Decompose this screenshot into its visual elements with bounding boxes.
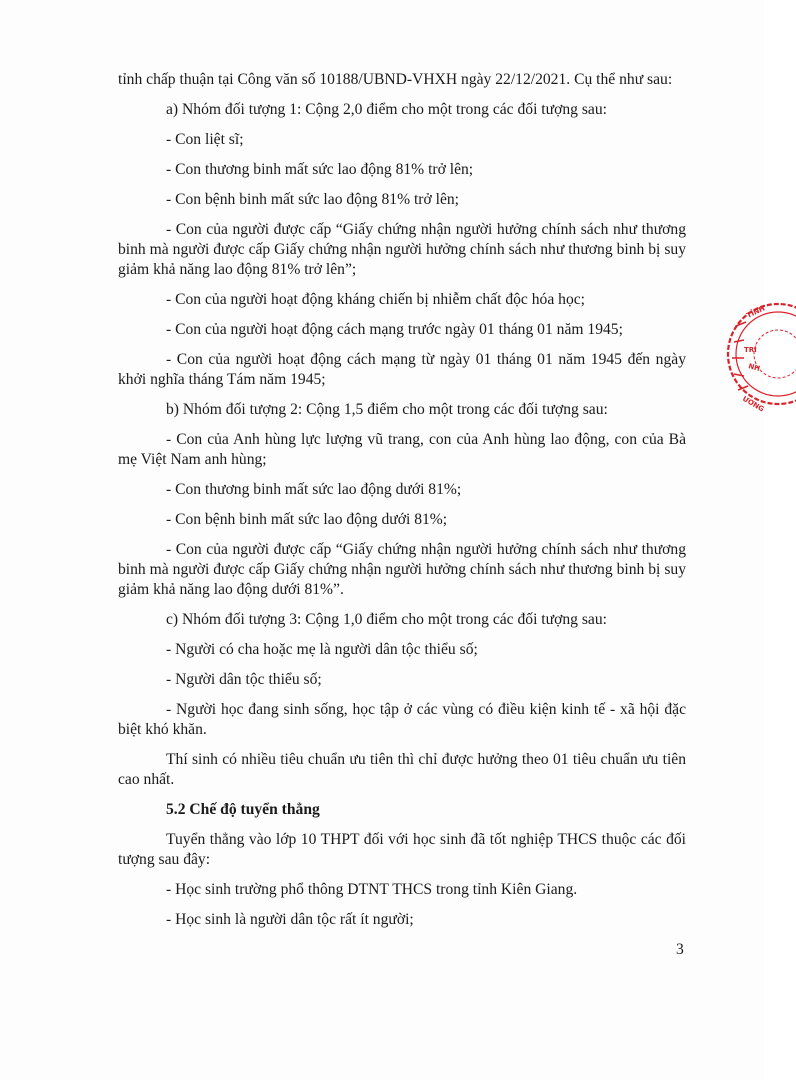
paragraph: - Người có cha hoặc mẹ là người dân tộc thiểu số; [166,641,478,658]
paragraph: a) Nhóm đối tượng 1: Cộng 2,0 điểm cho một trong các đối tượng sau: [166,101,607,118]
paragraph: - Con của người hoạt động kháng chiến bị nhiễm chất độc hóa học; [166,291,585,308]
paragraph: - Con của người hoạt động cách mạng từ ngày 01 tháng 01 năm 1945 đến ngày khởi nghĩa tháng Tám năm 1945; [118,351,686,388]
paragraph: b) Nhóm đối tượng 2: Cộng 1,5 điểm cho một trong các đối tượng sau: [166,401,608,418]
page-number: 3 [676,941,684,958]
svg-text:TỈNH: TỈNH [745,304,767,320]
paragraph: - Học sinh là người dân tộc rất ít người; [166,911,414,928]
paragraph: - Người học đang sinh sống, học tập ở các vùng có điều kiện kinh tế - xã hội đặc biệt khó khăn. [118,701,686,738]
section-heading: 5.2 Chế độ tuyển thẳng [166,801,320,818]
paragraph: - Con của người hoạt động cách mạng trước ngày 01 tháng 01 năm 1945; [166,321,623,338]
paragraph: Thí sinh có nhiều tiêu chuẩn ưu tiên thì chỉ được hưởng theo 01 tiêu chuẩn ưu tiên cao nhất. [118,751,686,788]
paragraph: tỉnh chấp thuận tại Công văn số 10188/UBND-VHXH ngày 22/12/2021. Cụ thể như sau: [118,71,673,88]
paragraph: - Con thương binh mất sức lao động 81% trở lên; [166,161,474,178]
paragraph: c) Nhóm đối tượng 3: Cộng 1,0 điểm cho một trong các đối tượng sau: [166,611,607,628]
paragraph: Tuyển thẳng vào lớp 10 THPT đối với học sinh đã tốt nghiệp THCS thuộc các đối tượng sau đây: [118,831,686,868]
paragraph: - Học sinh trường phổ thông DTNT THCS trong tỉnh Kiên Giang. [166,881,578,898]
paragraph: - Con bệnh binh mất sức lao động dưới 81%; [166,511,448,528]
svg-text:TRÍ: TRÍ [744,346,757,354]
paragraph: - Con liệt sĩ; [166,131,244,148]
document-body [118,70,686,940]
paragraph: - Con bệnh binh mất sức lao động 81% trở lên; [166,191,460,208]
paragraph: - Con của người được cấp “Giấy chứng nhận người hưởng chính sách như thương binh mà người được cấp Giấy chứng nhận người hưởng chính sách như thương binh bị suy giảm khả năng lao động dưới 81%”. [118,541,686,598]
svg-text:ƯƠNG: ƯƠNG [741,394,766,414]
paragraph: - Con của người được cấp “Giấy chứng nhận người hưởng chính sách như thương binh mà người được cấp Giấy chứng nhận người hưởng chính sách như thương binh bị suy giảm khả năng lao động 81% trở lên”; [118,221,686,278]
red-seal-stamp-icon [726,296,796,412]
paragraph: - Con thương binh mất sức lao động dưới 81%; [166,481,462,498]
paragraph: - Người dân tộc thiểu số; [166,671,322,688]
svg-text:NH: NH [747,362,761,373]
paragraph: - Con của Anh hùng lực lượng vũ trang, con của Anh hùng lao động, con của Bà mẹ Việt Nam anh hùng; [118,431,686,468]
